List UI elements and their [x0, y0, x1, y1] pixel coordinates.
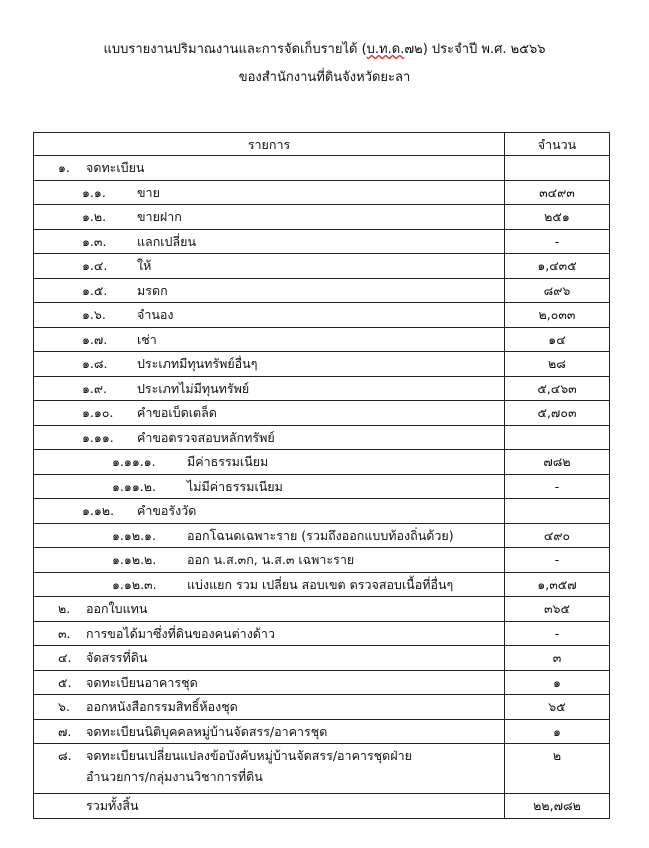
- item-number: ๑.๑๑.๑.: [112, 454, 156, 470]
- table-row: [34, 278, 610, 303]
- item-value: ๗๘๒: [505, 450, 610, 475]
- item-label: จัดสรรที่ดิน: [86, 650, 148, 666]
- table-row: [34, 572, 610, 597]
- item-value: ๑: [505, 719, 610, 744]
- item-label: ออกใบแทน: [86, 601, 148, 617]
- table-row: [34, 474, 610, 499]
- item-number: ๔.: [58, 650, 72, 666]
- item-number: ๗.: [58, 723, 72, 739]
- item-number: ๑.๘.: [82, 356, 108, 372]
- item-label: ออก น.ส.๓ก, น.ส.๓ เฉพาะราย: [187, 552, 355, 568]
- item-label-line-1: จดทะเบียนเปลี่ยนแปลงข้อบังคับหมู่บ้านจัดสรร/อาคารชุดฝ่าย: [86, 748, 412, 763]
- table-row: [34, 205, 610, 230]
- item-number: ๑.๑๒.๓.: [112, 576, 157, 592]
- item-label: ไม่มีค่าธรรมเนียม: [187, 478, 283, 494]
- item-label: ออกหนังสือกรรมสิทธิ์ห้องชุด: [86, 699, 238, 715]
- item-label: คำขอตรวจสอบหลักทรัพย์: [137, 429, 275, 445]
- form-code: บ.ท.ด.: [366, 42, 405, 57]
- total-label: รวมทั้งสิ้น: [86, 798, 139, 814]
- item-value: ๓๔๙๓: [505, 180, 610, 205]
- item-number: ๑.๖.: [82, 307, 106, 323]
- total-value: ๒๒,๗๘๒: [505, 794, 610, 819]
- table-row: [34, 523, 610, 548]
- item-label: มรดก: [137, 282, 168, 298]
- total-row: [34, 794, 610, 819]
- table-row: [34, 548, 610, 573]
- item-number: ๑.๓.: [82, 233, 107, 249]
- item-value: ๒๘: [505, 352, 610, 377]
- item-value: ๘๙๖: [505, 278, 610, 303]
- item-value: ๓: [505, 646, 610, 671]
- title-suffix: ๗๒) ประจำปี พ.ศ. ๒๕๖๖: [404, 42, 546, 57]
- table-row: [34, 450, 610, 475]
- table-row: [34, 156, 610, 181]
- item-value: ๕,๗๐๓: [505, 401, 610, 426]
- table-row: [34, 425, 610, 450]
- item-label: มีค่าธรรมเนียม: [187, 454, 269, 470]
- item-number: ๑.๑๑.: [82, 429, 114, 445]
- item-number: ๑.๒.: [82, 209, 107, 225]
- table-row: [34, 499, 610, 524]
- table-row: [34, 646, 610, 671]
- table-row: [34, 719, 610, 744]
- table-row: [34, 229, 610, 254]
- item-value: ๖๕: [505, 695, 610, 720]
- item-value: ๑๔: [505, 327, 610, 352]
- item-number: ๑.๑๐.: [82, 405, 114, 421]
- item-value: [505, 425, 610, 450]
- item-label: เช่า: [137, 331, 157, 347]
- table-row: [34, 670, 610, 695]
- item-label: ประเภทไม่มีทุนทรัพย์: [137, 380, 250, 396]
- table-row: [34, 621, 610, 646]
- item-number: ๑.๑.: [82, 184, 106, 200]
- item-label: ขายฝาก: [137, 209, 182, 225]
- item-number: ๑.๑๒.: [82, 503, 115, 519]
- item-number: ๑.๑๒.๒.: [112, 552, 157, 568]
- item-value: -: [505, 548, 610, 573]
- item-number: ๓.: [58, 625, 71, 641]
- item-value: -: [505, 229, 610, 254]
- item-number: ๑.: [58, 160, 70, 176]
- item-label: ขาย: [137, 184, 160, 200]
- item-value: ๑: [505, 670, 610, 695]
- item-label: จดทะเบียนอาคารชุด: [86, 674, 198, 690]
- table-row: [34, 744, 610, 794]
- item-label-line-2: อำนวยการ/กลุ่มงานวิชาการที่ดิน: [86, 769, 263, 784]
- report-title-line-2: ของสำนักงานที่ดินจังหวัดยะลา: [238, 70, 411, 85]
- item-number: ๑.๑๒.๑.: [112, 527, 156, 543]
- item-label: ให้: [137, 258, 152, 274]
- title-prefix: แบบรายงานปริมาณงานและการจัดเก็บรายได้ (: [103, 42, 367, 57]
- item-label: จำนอง: [137, 307, 174, 323]
- table-row: [34, 597, 610, 622]
- item-value: ๒,๐๓๓: [505, 303, 610, 328]
- item-number: ๑.๔.: [82, 258, 108, 274]
- item-value: ๑,๔๓๕: [505, 254, 610, 279]
- item-number: ๑.๑๑.๒.: [112, 478, 156, 494]
- item-number: ๖.: [58, 699, 70, 715]
- table-row: [34, 376, 610, 401]
- item-label: การขอได้มาซึ่งที่ดินของคนต่างด้าว: [86, 625, 275, 641]
- item-value: ๔๙๐: [505, 523, 610, 548]
- item-number: ๘.: [58, 748, 72, 763]
- item-label: จดทะเบียนนิติบุคคลหมู่บ้านจัดสรร/อาคารชุด: [86, 723, 328, 739]
- item-number: ๕.: [58, 674, 72, 690]
- item-number: ๑.๗.: [82, 331, 108, 347]
- table-row: [34, 352, 610, 377]
- item-label: คำขอเบ็ดเตล็ด: [137, 405, 217, 421]
- item-value: -: [505, 474, 610, 499]
- table-row: [34, 303, 610, 328]
- column-header-amount: จำนวน: [505, 133, 610, 156]
- item-number: ๑.๕.: [82, 282, 108, 298]
- item-label: แลกเปลี่ยน: [137, 233, 197, 249]
- item-label: ออกโฉนดเฉพาะราย (รวมถึงออกแบบท้องถิ่นด้วย): [187, 527, 454, 543]
- item-label: จดทะเบียน: [86, 160, 145, 176]
- item-value: [505, 499, 610, 524]
- item-label: แบ่งแยก รวม เปลี่ยน สอบเขต ตรวจสอบเนื้อที่อื่นๆ: [187, 576, 454, 592]
- item-number: ๒.: [58, 601, 71, 617]
- report-title-line-1: [0, 42, 649, 58]
- item-label: คำขอรังวัด: [137, 503, 197, 519]
- table-row: [34, 401, 610, 426]
- table-header-row: [34, 133, 610, 156]
- table-row: [34, 695, 610, 720]
- table-row: [34, 327, 610, 352]
- item-value: ๒: [505, 744, 610, 794]
- column-header-item: รายการ: [34, 133, 505, 156]
- item-value: -: [505, 621, 610, 646]
- table-row: [34, 180, 610, 205]
- item-value: [505, 156, 610, 181]
- item-value: ๓๖๕: [505, 597, 610, 622]
- item-value: ๑,๓๕๗: [505, 572, 610, 597]
- item-number: ๑.๙.: [82, 380, 108, 396]
- item-value: ๕,๔๖๓: [505, 376, 610, 401]
- item-value: ๒๕๑: [505, 205, 610, 230]
- table-row: [34, 254, 610, 279]
- item-label: ประเภทมีทุนทรัพย์อื่นๆ: [137, 356, 258, 372]
- report-table: [33, 132, 610, 819]
